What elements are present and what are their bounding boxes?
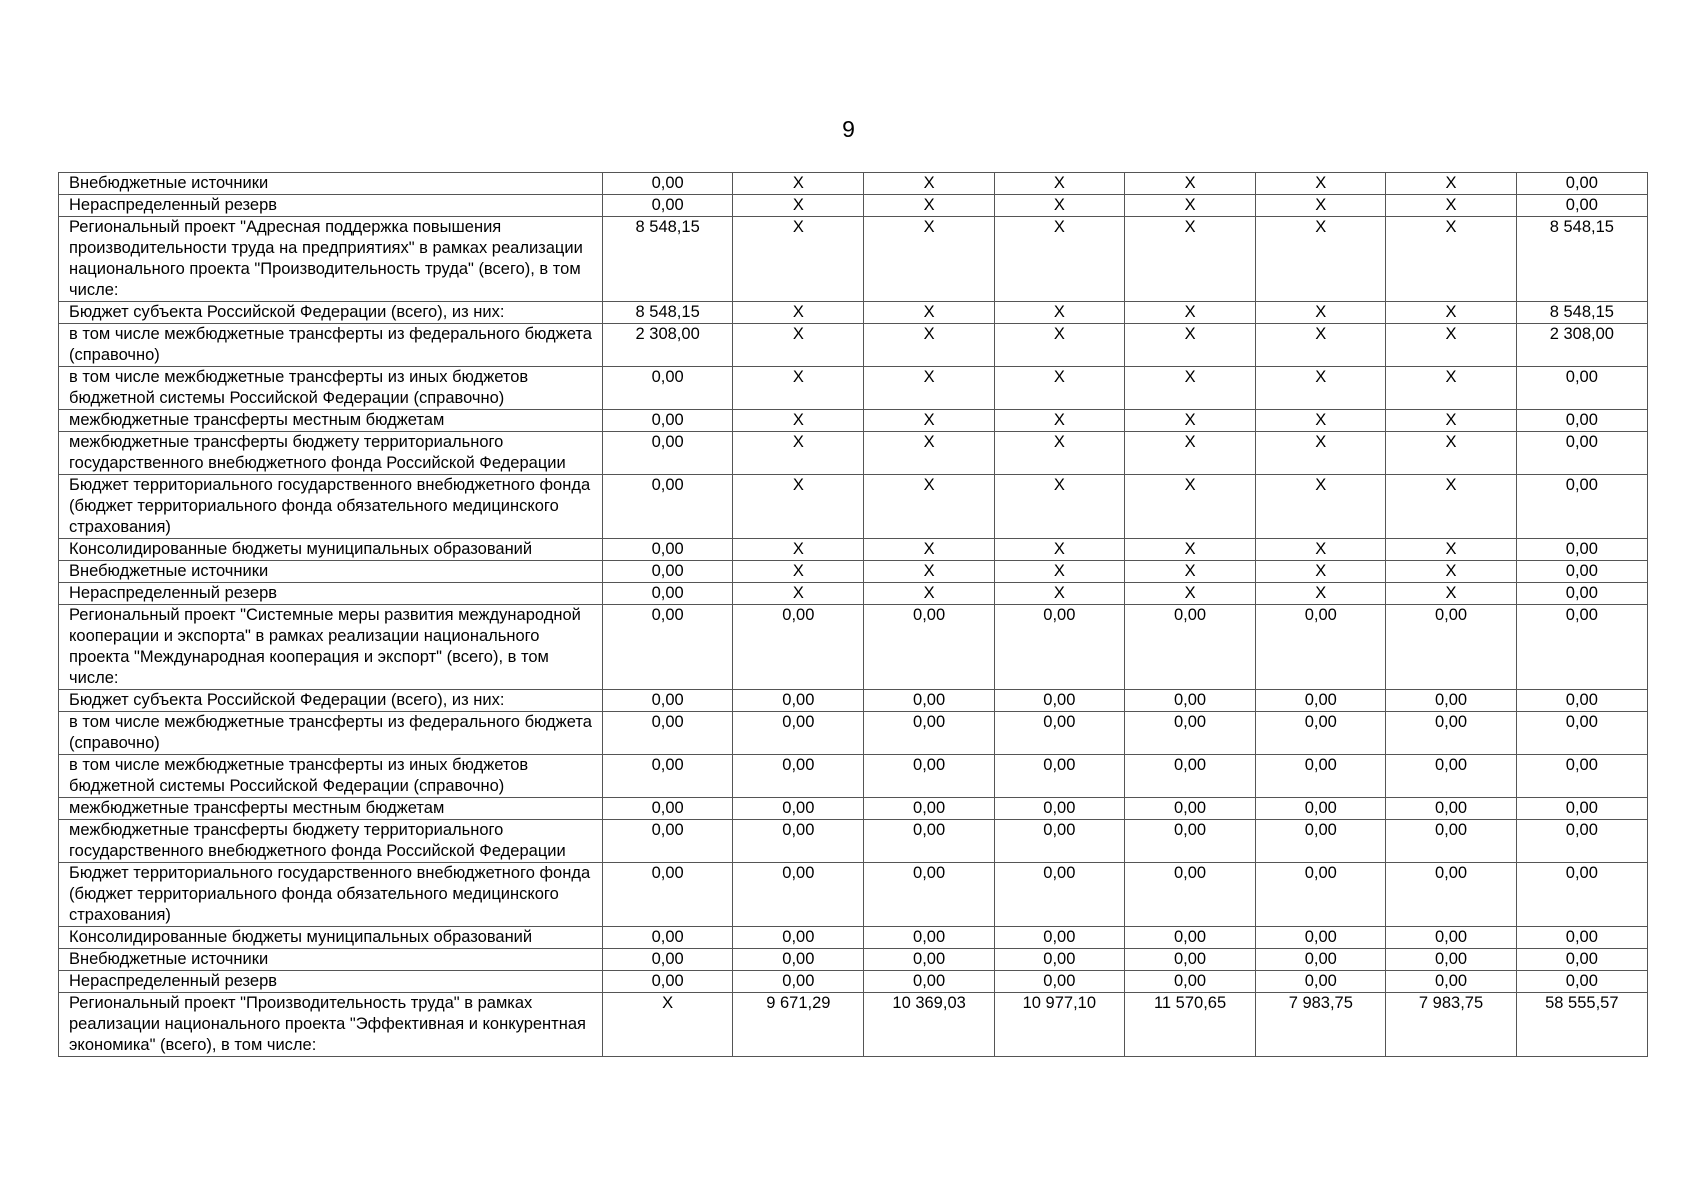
table-cell-value: Х bbox=[733, 475, 864, 539]
table-cell-value: Х bbox=[864, 195, 994, 217]
table-row bbox=[59, 583, 1648, 605]
table-cell-value: 0,00 bbox=[603, 410, 733, 432]
table-row bbox=[59, 410, 1648, 432]
table-cell-value: 8 548,15 bbox=[1516, 302, 1647, 324]
row-label: в том числе межбюджетные трансферты из федерального бюджета (справочно) bbox=[59, 324, 603, 367]
table-cell-value: Х bbox=[733, 302, 864, 324]
table-cell-value: Х bbox=[994, 173, 1124, 195]
table-cell-value: 0,00 bbox=[1256, 927, 1386, 949]
table-cell-value: Х bbox=[994, 367, 1124, 410]
table-cell-value: 0,00 bbox=[1386, 690, 1516, 712]
table-cell-value: 0,00 bbox=[603, 475, 733, 539]
table-cell-value: 0,00 bbox=[864, 798, 994, 820]
table-cell-value: 0,00 bbox=[1516, 432, 1647, 475]
table-cell-value: 0,00 bbox=[1256, 712, 1386, 755]
table-row bbox=[59, 475, 1648, 539]
table-cell-value: 0,00 bbox=[994, 927, 1124, 949]
table-cell-value: Х bbox=[1386, 432, 1516, 475]
table-cell-value: 0,00 bbox=[603, 927, 733, 949]
table-cell-value: 0,00 bbox=[864, 820, 994, 863]
table-cell-value: 0,00 bbox=[1256, 690, 1386, 712]
table-cell-value: Х bbox=[994, 195, 1124, 217]
table-cell-value: Х bbox=[994, 475, 1124, 539]
table-cell-value: 0,00 bbox=[1124, 605, 1255, 690]
table-cell-value: 0,00 bbox=[733, 690, 864, 712]
table-cell-value: 0,00 bbox=[994, 863, 1124, 927]
table-cell-value: Х bbox=[1386, 217, 1516, 302]
table-cell-value: Х bbox=[1386, 561, 1516, 583]
row-label: Бюджет субъекта Российской Федерации (всего), из них: bbox=[59, 302, 603, 324]
table-cell-value: 0,00 bbox=[1124, 820, 1255, 863]
table-cell-value: 0,00 bbox=[603, 195, 733, 217]
table-cell-value: 0,00 bbox=[1386, 798, 1516, 820]
table-cell-value: 0,00 bbox=[1386, 971, 1516, 993]
table-cell-value: 0,00 bbox=[1386, 949, 1516, 971]
table-cell-value: 0,00 bbox=[1516, 195, 1647, 217]
table-cell-value: 0,00 bbox=[603, 949, 733, 971]
table-cell-value: 0,00 bbox=[603, 432, 733, 475]
table-row bbox=[59, 195, 1648, 217]
table-cell-value: Х bbox=[1124, 539, 1255, 561]
table-row bbox=[59, 927, 1648, 949]
table-cell-value: 0,00 bbox=[994, 971, 1124, 993]
table-cell-value: Х bbox=[733, 195, 864, 217]
table-cell-value: Х bbox=[864, 539, 994, 561]
table-row bbox=[59, 755, 1648, 798]
table-cell-value: Х bbox=[1256, 367, 1386, 410]
table-cell-value: 0,00 bbox=[864, 971, 994, 993]
table-cell-value: 0,00 bbox=[864, 949, 994, 971]
table-cell-value: 0,00 bbox=[1516, 690, 1647, 712]
row-label: Бюджет территориального государственного внебюджетного фонда (бюджет территориального фонда обязательного медицинского страхования) bbox=[59, 863, 603, 927]
table-cell-value: 0,00 bbox=[733, 712, 864, 755]
table-cell-value: Х bbox=[1256, 410, 1386, 432]
table-cell-value: 0,00 bbox=[1124, 863, 1255, 927]
table-row bbox=[59, 561, 1648, 583]
table-cell-value: Х bbox=[1124, 324, 1255, 367]
table-cell-value: Х bbox=[864, 217, 994, 302]
table-cell-value: 0,00 bbox=[603, 863, 733, 927]
table-cell-value: Х bbox=[1386, 195, 1516, 217]
table-cell-value: 0,00 bbox=[994, 690, 1124, 712]
table-row bbox=[59, 949, 1648, 971]
table-cell-value: 0,00 bbox=[864, 605, 994, 690]
table-cell-value: 0,00 bbox=[733, 971, 864, 993]
table-cell-value: Х bbox=[864, 583, 994, 605]
table-cell-value: 0,00 bbox=[1386, 927, 1516, 949]
table-cell-value: 0,00 bbox=[994, 820, 1124, 863]
table-cell-value: Х bbox=[1256, 583, 1386, 605]
table-cell-value: 0,00 bbox=[1516, 927, 1647, 949]
table-cell-value: 0,00 bbox=[733, 820, 864, 863]
table-cell-value: Х bbox=[603, 993, 733, 1057]
table-cell-value: Х bbox=[1386, 173, 1516, 195]
table-cell-value: 7 983,75 bbox=[1256, 993, 1386, 1057]
table-cell-value: Х bbox=[1386, 302, 1516, 324]
table-row bbox=[59, 302, 1648, 324]
table-cell-value: Х bbox=[1256, 302, 1386, 324]
table-cell-value: 0,00 bbox=[1256, 863, 1386, 927]
table-cell-value: 0,00 bbox=[994, 755, 1124, 798]
table-cell-value: Х bbox=[1256, 475, 1386, 539]
table-cell-value: 0,00 bbox=[1124, 712, 1255, 755]
table-cell-value: 0,00 bbox=[1124, 949, 1255, 971]
table-cell-value: Х bbox=[1124, 195, 1255, 217]
table-cell-value: Х bbox=[994, 561, 1124, 583]
table-cell-value: 58 555,57 bbox=[1516, 993, 1647, 1057]
table-cell-value: Х bbox=[864, 410, 994, 432]
table-cell-value: 0,00 bbox=[1124, 927, 1255, 949]
table-cell-value: 0,00 bbox=[864, 690, 994, 712]
table-cell-value: 0,00 bbox=[603, 583, 733, 605]
table-body bbox=[59, 173, 1648, 1057]
table-cell-value: Х bbox=[733, 367, 864, 410]
table-cell-value: 0,00 bbox=[1124, 798, 1255, 820]
row-label: Нераспределенный резерв bbox=[59, 971, 603, 993]
budget-table bbox=[58, 172, 1648, 1057]
table-row bbox=[59, 324, 1648, 367]
table-cell-value: 0,00 bbox=[1124, 690, 1255, 712]
table-cell-value: 0,00 bbox=[1256, 820, 1386, 863]
table-cell-value: 0,00 bbox=[1256, 798, 1386, 820]
table-cell-value: 0,00 bbox=[864, 863, 994, 927]
table-cell-value: Х bbox=[733, 539, 864, 561]
table-cell-value: Х bbox=[1256, 432, 1386, 475]
row-label: Нераспределенный резерв bbox=[59, 583, 603, 605]
row-label: Внебюджетные источники bbox=[59, 949, 603, 971]
table-cell-value: 0,00 bbox=[1516, 949, 1647, 971]
table-cell-value: 0,00 bbox=[1386, 863, 1516, 927]
table-row bbox=[59, 173, 1648, 195]
row-label: Консолидированные бюджеты муниципальных образований bbox=[59, 539, 603, 561]
row-label: межбюджетные трансферты местным бюджетам bbox=[59, 798, 603, 820]
table-cell-value: 0,00 bbox=[1516, 475, 1647, 539]
table-cell-value: 0,00 bbox=[733, 949, 864, 971]
table-cell-value: Х bbox=[733, 432, 864, 475]
table-cell-value: 0,00 bbox=[1516, 561, 1647, 583]
table-row bbox=[59, 605, 1648, 690]
table-cell-value: Х bbox=[1256, 195, 1386, 217]
table-cell-value: 8 548,15 bbox=[603, 302, 733, 324]
table-row bbox=[59, 217, 1648, 302]
table-cell-value: 0,00 bbox=[1516, 755, 1647, 798]
table-cell-value: Х bbox=[994, 324, 1124, 367]
table-cell-value: 0,00 bbox=[1256, 755, 1386, 798]
table-cell-value: 0,00 bbox=[994, 712, 1124, 755]
table-cell-value: Х bbox=[994, 583, 1124, 605]
page-number: 9 bbox=[842, 116, 855, 142]
table-cell-value: Х bbox=[733, 173, 864, 195]
table-cell-value: 10 369,03 bbox=[864, 993, 994, 1057]
table-row bbox=[59, 367, 1648, 410]
table-cell-value: 11 570,65 bbox=[1124, 993, 1255, 1057]
table-cell-value: 0,00 bbox=[1516, 798, 1647, 820]
table-cell-value: Х bbox=[994, 302, 1124, 324]
table-cell-value: 9 671,29 bbox=[733, 993, 864, 1057]
table-cell-value: 0,00 bbox=[603, 712, 733, 755]
table-cell-value: 0,00 bbox=[733, 863, 864, 927]
row-label: межбюджетные трансферты бюджету территориального государственного внебюджетного фонда Российской Федерации bbox=[59, 820, 603, 863]
table-cell-value: 0,00 bbox=[1516, 863, 1647, 927]
table-row bbox=[59, 690, 1648, 712]
table-cell-value: 0,00 bbox=[1516, 583, 1647, 605]
table-cell-value: Х bbox=[1256, 539, 1386, 561]
table-cell-value: Х bbox=[1124, 217, 1255, 302]
row-label: межбюджетные трансферты бюджету территориального государственного внебюджетного фонда Российской Федерации bbox=[59, 432, 603, 475]
table-cell-value: Х bbox=[864, 475, 994, 539]
table-cell-value: Х bbox=[1386, 583, 1516, 605]
table-cell-value: 0,00 bbox=[994, 798, 1124, 820]
table-cell-value: 0,00 bbox=[603, 755, 733, 798]
table-cell-value: Х bbox=[733, 217, 864, 302]
table-cell-value: Х bbox=[994, 539, 1124, 561]
table-cell-value: 0,00 bbox=[733, 798, 864, 820]
table-cell-value: Х bbox=[1124, 302, 1255, 324]
table-cell-value: Х bbox=[994, 410, 1124, 432]
table-cell-value: Х bbox=[1124, 410, 1255, 432]
table-cell-value: Х bbox=[733, 561, 864, 583]
table-cell-value: 0,00 bbox=[603, 173, 733, 195]
table-cell-value: Х bbox=[864, 173, 994, 195]
table-cell-value: 0,00 bbox=[1124, 971, 1255, 993]
row-label: Консолидированные бюджеты муниципальных образований bbox=[59, 927, 603, 949]
table-row bbox=[59, 712, 1648, 755]
row-label: Региональный проект "Адресная поддержка повышения производительности труда на предприятиях" в рамках реализации национального проекта "Производительность труда" (всего), в том числе: bbox=[59, 217, 603, 302]
table-cell-value: Х bbox=[1386, 410, 1516, 432]
table-cell-value: 0,00 bbox=[1516, 173, 1647, 195]
table-cell-value: 0,00 bbox=[1386, 712, 1516, 755]
row-label: Региональный проект "Системные меры развития международной кооперации и экспорта" в рамках реализации национального проекта "Международная кооперация и экспорт" (всего), в том числе: bbox=[59, 605, 603, 690]
table-cell-value: Х bbox=[994, 217, 1124, 302]
row-label: Внебюджетные источники bbox=[59, 173, 603, 195]
table-cell-value: Х bbox=[1124, 432, 1255, 475]
table-cell-value: Х bbox=[1124, 475, 1255, 539]
table-row bbox=[59, 432, 1648, 475]
table-cell-value: Х bbox=[1124, 583, 1255, 605]
table-cell-value: Х bbox=[864, 324, 994, 367]
table-cell-value: 0,00 bbox=[1256, 971, 1386, 993]
table-cell-value: 0,00 bbox=[864, 712, 994, 755]
table-cell-value: Х bbox=[733, 583, 864, 605]
table-cell-value: Х bbox=[1256, 324, 1386, 367]
table-cell-value: Х bbox=[1124, 561, 1255, 583]
table-cell-value: Х bbox=[1386, 324, 1516, 367]
table-cell-value: 8 548,15 bbox=[1516, 217, 1647, 302]
row-label: Бюджет субъекта Российской Федерации (всего), из них: bbox=[59, 690, 603, 712]
table-cell-value: 0,00 bbox=[1256, 949, 1386, 971]
table-cell-value: 0,00 bbox=[1386, 820, 1516, 863]
table-cell-value: 0,00 bbox=[603, 539, 733, 561]
row-label: в том числе межбюджетные трансферты из иных бюджетов бюджетной системы Российской Федерации (справочно) bbox=[59, 755, 603, 798]
table-cell-value: Х bbox=[1386, 475, 1516, 539]
table-cell-value: 0,00 bbox=[603, 690, 733, 712]
table-cell-value: 0,00 bbox=[603, 367, 733, 410]
table-cell-value: 0,00 bbox=[1516, 539, 1647, 561]
table-cell-value: Х bbox=[1124, 367, 1255, 410]
table-row bbox=[59, 539, 1648, 561]
table-row bbox=[59, 971, 1648, 993]
table-cell-value: Х bbox=[733, 410, 864, 432]
table-row bbox=[59, 863, 1648, 927]
table-cell-value: Х bbox=[864, 561, 994, 583]
row-label: Внебюджетные источники bbox=[59, 561, 603, 583]
table-cell-value: 0,00 bbox=[603, 561, 733, 583]
table-cell-value: 0,00 bbox=[864, 927, 994, 949]
row-label: в том числе межбюджетные трансферты из федерального бюджета (справочно) bbox=[59, 712, 603, 755]
row-label: Региональный проект "Производительность труда" в рамках реализации национального проекта "Эффективная и конкурентная экономика" (всего), в том числе: bbox=[59, 993, 603, 1057]
table-cell-value: 0,00 bbox=[733, 927, 864, 949]
table-cell-value: 0,00 bbox=[603, 798, 733, 820]
table-cell-value: 0,00 bbox=[1516, 820, 1647, 863]
table-cell-value: 0,00 bbox=[733, 605, 864, 690]
row-label: Бюджет территориального государственного внебюджетного фонда (бюджет территориального фонда обязательного медицинского страхования) bbox=[59, 475, 603, 539]
table-cell-value: Х bbox=[864, 367, 994, 410]
table-cell-value: Х bbox=[1256, 217, 1386, 302]
table-cell-value: Х bbox=[1386, 367, 1516, 410]
table-row bbox=[59, 798, 1648, 820]
table-cell-value: 0,00 bbox=[994, 605, 1124, 690]
table-cell-value: 0,00 bbox=[1516, 712, 1647, 755]
table-cell-value: 10 977,10 bbox=[994, 993, 1124, 1057]
table-cell-value: 0,00 bbox=[1516, 410, 1647, 432]
table-cell-value: 0,00 bbox=[603, 971, 733, 993]
table-cell-value: 0,00 bbox=[1256, 605, 1386, 690]
table-cell-value: 7 983,75 bbox=[1386, 993, 1516, 1057]
table-cell-value: 0,00 bbox=[994, 949, 1124, 971]
table-row bbox=[59, 820, 1648, 863]
table-cell-value: Х bbox=[864, 302, 994, 324]
row-label: в том числе межбюджетные трансферты из иных бюджетов бюджетной системы Российской Федерации (справочно) bbox=[59, 367, 603, 410]
table-cell-value: 0,00 bbox=[1386, 755, 1516, 798]
table-cell-value: 2 308,00 bbox=[603, 324, 733, 367]
table-cell-value: 0,00 bbox=[1516, 367, 1647, 410]
table-cell-value: 0,00 bbox=[603, 820, 733, 863]
table-cell-value: Х bbox=[1256, 561, 1386, 583]
table-cell-value: 0,00 bbox=[733, 755, 864, 798]
table-cell-value: Х bbox=[1386, 539, 1516, 561]
table-cell-value: Х bbox=[1256, 173, 1386, 195]
row-label: Нераспределенный резерв bbox=[59, 195, 603, 217]
table-cell-value: Х bbox=[864, 432, 994, 475]
row-label: межбюджетные трансферты местным бюджетам bbox=[59, 410, 603, 432]
table-cell-value: 0,00 bbox=[1386, 605, 1516, 690]
table-cell-value: 2 308,00 bbox=[1516, 324, 1647, 367]
table-cell-value: 0,00 bbox=[864, 755, 994, 798]
table-cell-value: Х bbox=[733, 324, 864, 367]
table-cell-value: 0,00 bbox=[1124, 755, 1255, 798]
table-row bbox=[59, 993, 1648, 1057]
table-cell-value: Х bbox=[994, 432, 1124, 475]
table-cell-value: 0,00 bbox=[603, 605, 733, 690]
table-cell-value: 0,00 bbox=[1516, 605, 1647, 690]
table-cell-value: Х bbox=[1124, 173, 1255, 195]
table-cell-value: 0,00 bbox=[1516, 971, 1647, 993]
table-cell-value: 8 548,15 bbox=[603, 217, 733, 302]
